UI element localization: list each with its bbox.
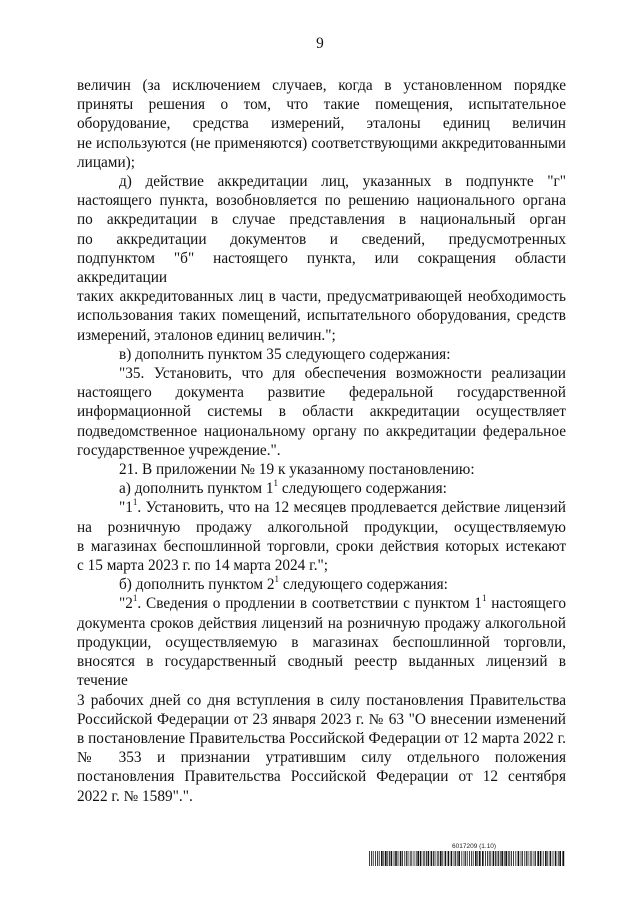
barcode-bar <box>504 851 505 866</box>
text-line: величин (за исключением случаев, когда в установленном порядке <box>77 77 566 94</box>
text-line: подведомственное национальному органу по аккредитации федеральное <box>77 422 566 440</box>
superscript: 1 <box>132 497 138 508</box>
barcode-bar <box>485 851 486 866</box>
barcode-bar <box>428 851 430 866</box>
text-line <box>77 575 566 594</box>
text-line: использования таких помещений, испытательного оборудования, средств <box>77 307 566 325</box>
barcode-bar <box>457 851 458 866</box>
barcode-bar <box>464 851 465 866</box>
text-line: вносятся в государственный сводный реестр выданных лицензий в течение <box>77 653 566 690</box>
barcode-bar <box>406 851 407 866</box>
barcode-bar <box>431 851 433 866</box>
barcode-bar <box>410 851 411 866</box>
barcode-bar <box>461 851 462 866</box>
barcode-bar <box>395 851 397 866</box>
barcode-bar <box>423 851 424 866</box>
text-line: лицами); <box>77 153 136 171</box>
barcode-bar <box>440 851 442 866</box>
barcode-bar <box>543 851 544 866</box>
document-code: 6017209 (1.10) <box>452 843 497 850</box>
barcode-bar <box>437 851 438 866</box>
barcode-bar <box>531 851 532 866</box>
barcode-bar <box>515 851 516 866</box>
barcode-bar <box>411 851 412 866</box>
barcode-bar <box>369 851 370 866</box>
text-line: в магазинах беспошлинной торговли, сроки действия которых истекают <box>77 537 566 555</box>
barcode-bar <box>505 851 507 866</box>
barcode-bar <box>467 851 468 866</box>
barcode-bar <box>442 851 443 866</box>
barcode-bar <box>438 851 439 866</box>
text-line: в) дополнить пунктом 35 следующего содержания: <box>119 345 451 363</box>
text-line: настоящего пункта, возобновляется по решению национального органа <box>77 192 566 210</box>
barcode-bar <box>435 851 436 866</box>
superscript: 1 <box>274 574 280 585</box>
text-line: не используются (не применяются) соответствующими аккредитованными <box>77 134 566 152</box>
text-line: документа сроков действия лицензий на розничную продажу алкогольной <box>77 614 566 632</box>
barcode-bar <box>558 851 559 866</box>
barcode-bar <box>389 851 390 866</box>
superscript: 1 <box>132 593 138 604</box>
text-line: измерений, эталонов единиц величин."; <box>77 326 336 344</box>
barcode-bar <box>555 851 557 866</box>
barcode-bar <box>487 851 488 866</box>
text-line: постановления Правительства Российской Федерации от 12 сентября <box>77 768 566 786</box>
text-line: настоящего документа развитие федеральной государственной <box>77 384 566 402</box>
barcode-bar <box>521 851 522 866</box>
barcode-image <box>369 851 565 866</box>
barcode-bar <box>498 851 499 866</box>
page-number: 9 <box>316 35 324 52</box>
text-line: "35. Установить, что для обеспечения возможности реализации <box>119 365 566 383</box>
barcode-bar <box>377 851 378 866</box>
barcode-bar <box>454 851 455 866</box>
barcode-bar <box>402 851 403 866</box>
text-line <box>77 479 566 498</box>
barcode-bar <box>475 851 477 866</box>
text-line: 21. В приложении № 19 к указанному постановлению: <box>119 461 475 479</box>
barcode-bar <box>387 851 388 866</box>
barcode-bar <box>383 851 384 866</box>
text-span: "2 <box>119 595 133 613</box>
barcode-bar <box>497 851 498 866</box>
barcode-bar <box>465 851 466 866</box>
barcode-bar <box>482 851 484 866</box>
text-line: приняты решения о том, что такие помещения, испытательное <box>77 96 566 114</box>
barcode-bar <box>522 851 523 866</box>
barcode-bar <box>553 851 554 866</box>
barcode-bar <box>526 851 527 866</box>
barcode-bar <box>416 851 417 866</box>
barcode-bar <box>562 851 564 866</box>
text-line: д) действие аккредитации лиц, указанных в подпункте "г" <box>119 173 566 191</box>
barcode-bar <box>537 851 539 866</box>
barcode-bar <box>455 851 456 866</box>
text-line <box>77 498 566 517</box>
barcode-bar <box>408 851 409 866</box>
barcode-bar <box>500 851 501 866</box>
barcode-bar <box>414 851 415 866</box>
text-span: настоящего <box>486 595 566 613</box>
barcode-bar <box>417 851 419 866</box>
text-line: в постановление Правительства Российской Федерации от 12 марта 2022 г. <box>77 729 566 747</box>
barcode-bar <box>433 851 434 866</box>
barcode-bar <box>490 851 491 866</box>
text-line: по аккредитации документов и сведений, предусмотренных <box>77 230 566 248</box>
barcode-bar <box>508 851 509 866</box>
document-body <box>77 76 566 806</box>
barcode-bar <box>385 851 387 866</box>
text-line: № 353 и признании утратившим силу отдельного положения <box>77 749 566 767</box>
barcode-bar <box>469 851 470 866</box>
text-line: подпунктом "б" настоящего пункта, или сокращения области аккредитации <box>77 249 566 287</box>
text-span: . Установить, что на 12 месяцев продлевается действие лицензий <box>137 499 566 517</box>
text-span: "1 <box>119 499 133 517</box>
barcode-bar <box>534 851 535 866</box>
barcode-bar <box>381 851 383 866</box>
barcode-bar <box>530 851 531 866</box>
barcode-bar <box>458 851 460 866</box>
barcode-bar <box>375 851 376 866</box>
text-line: 3 рабочих дней со дня вступления в силу постановления Правительства <box>77 691 566 709</box>
barcode-bar <box>373 851 374 866</box>
text-line: по аккредитации в случае представления в национальный орган <box>77 211 566 229</box>
text-line: с 15 марта 2023 г. по 14 марта 2024 г."; <box>77 557 329 575</box>
barcode-bar <box>473 851 474 866</box>
barcode-bar <box>371 851 372 866</box>
text-span: . Сведения о продлении в соответствии с пунктом 1 <box>137 595 482 613</box>
text-line: информационной системы в области аккредитации осуществляет <box>77 403 566 421</box>
barcode-bar <box>445 851 447 866</box>
barcode-bar <box>426 851 427 866</box>
barcode-bar <box>528 851 529 866</box>
barcode-bar <box>509 851 510 866</box>
barcode-bar <box>535 851 536 866</box>
barcode-bar <box>545 851 547 866</box>
text-span: б) дополнить пунктом 2 <box>119 576 275 594</box>
text-span: а) дополнить пунктом 1 <box>119 480 274 498</box>
barcode-bar <box>400 851 402 866</box>
text-line: государственное учреждение.". <box>77 441 281 459</box>
barcode-bar <box>448 851 450 866</box>
text-line: продукции, осуществляемую в магазинах беспошлинной торговли, <box>77 633 566 651</box>
barcode-bar <box>495 851 496 866</box>
barcode-bar <box>550 851 552 866</box>
barcode-bar <box>477 851 478 866</box>
barcode-bar <box>451 851 453 866</box>
superscript: 1 <box>481 593 487 604</box>
barcode-bar <box>511 851 512 866</box>
barcode-bar <box>394 851 395 866</box>
barcode-bar <box>398 851 399 866</box>
barcode-bar <box>501 851 503 866</box>
barcode-bar <box>524 851 525 866</box>
barcode-bar <box>518 851 520 866</box>
barcode-bar <box>471 851 472 866</box>
text-line: на розничную продажу алкогольной продукции, осуществляемую <box>77 518 566 536</box>
barcode-bar <box>420 851 422 866</box>
barcode-bar <box>404 851 405 866</box>
barcode-bar <box>513 851 514 866</box>
barcode-bar <box>559 851 561 866</box>
text-span: следующего содержания: <box>279 576 448 594</box>
barcode-bar <box>493 851 495 866</box>
superscript: 1 <box>273 478 279 489</box>
text-line: таких аккредитованных лиц в части, предусматривающей необходимость <box>77 288 566 306</box>
barcode-bar <box>540 851 542 866</box>
barcode-bar <box>424 851 425 866</box>
barcode-bar <box>379 851 380 866</box>
text-span: следующего содержания: <box>278 480 447 498</box>
text-line: оборудование, средства измерений, эталоны единиц величин <box>77 115 566 133</box>
text-line: Российской Федерации от 23 января 2023 г. № 63 "О внесении изменений <box>77 710 566 728</box>
text-line <box>77 594 566 613</box>
barcode-bar <box>479 851 481 866</box>
text-line: 2022 г. № 1589".". <box>77 787 193 805</box>
barcode-bar <box>547 851 548 866</box>
barcode-bar <box>391 851 393 866</box>
barcode-bar <box>489 851 490 866</box>
